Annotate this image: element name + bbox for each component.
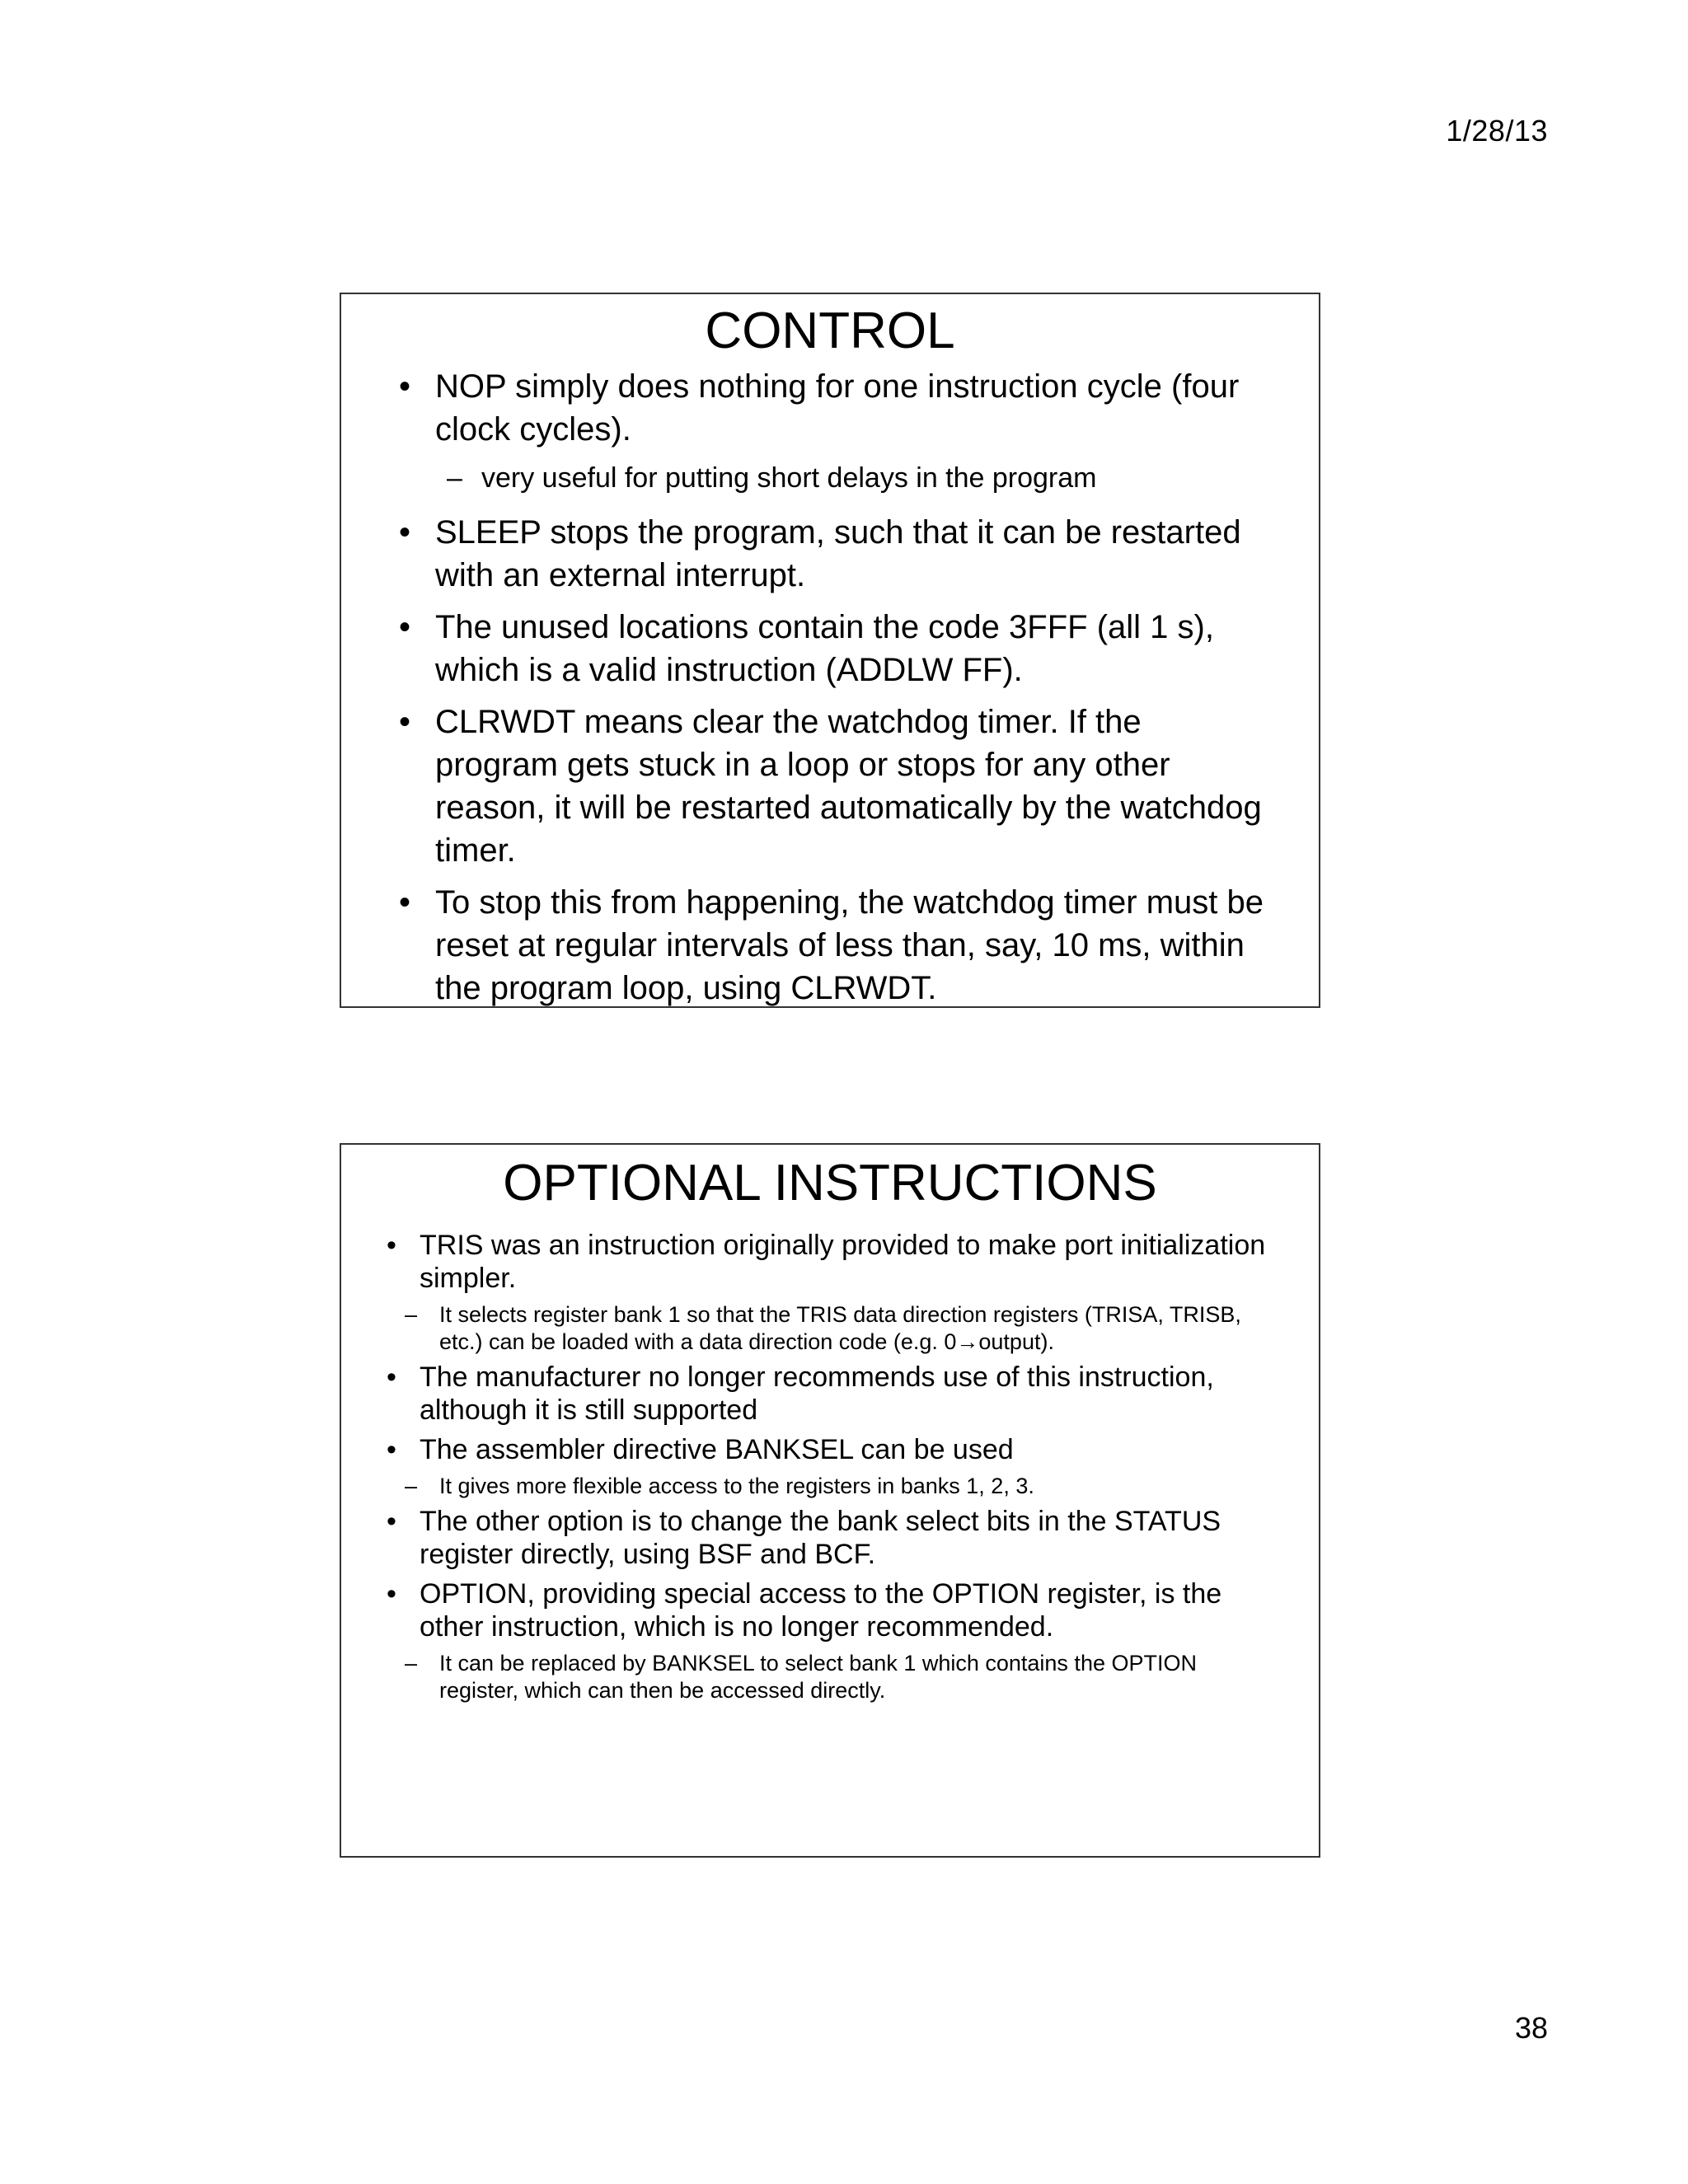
sub-bullet-text: It selects register bank 1 so that the TRIS data direction registers (TRISA, TRISB, etc.) can be loaded with a data direction code (e.g. 0→output). bbox=[439, 1302, 1241, 1354]
bullet-text: TRIS was an instruction originally provided to make port initialization simpler. bbox=[420, 1230, 1266, 1294]
bullet-text: SLEEP stops the program, such that it can be restarted with an external interrupt. bbox=[435, 514, 1241, 593]
bullet-list bbox=[341, 365, 1319, 1010]
bullet-item bbox=[399, 511, 1269, 597]
sub-bullet-item bbox=[405, 1301, 1269, 1356]
sub-bullet-list bbox=[387, 1650, 1269, 1704]
page-date: 1/28/13 bbox=[1446, 114, 1548, 148]
bullet-marker: • bbox=[387, 1506, 396, 1537]
sub-bullet-item bbox=[405, 1473, 1269, 1500]
bullet-text: The assembler directive BANKSEL can be used bbox=[420, 1434, 1014, 1465]
bullet-marker: • bbox=[387, 1434, 396, 1465]
bullet-text: The manufacturer no longer recommends use of this instruction, although it is still supported bbox=[420, 1361, 1214, 1426]
bullet-item bbox=[387, 1229, 1269, 1295]
sub-bullet-list bbox=[399, 460, 1269, 496]
sub-bullet-marker: – bbox=[405, 1651, 418, 1675]
slide-title: CONTROL bbox=[705, 302, 955, 359]
bullet-text: OPTION, providing special access to the OPTION register, is the other instruction, which is no longer recommended. bbox=[420, 1578, 1222, 1643]
sub-bullet-text: It gives more flexible access to the registers in banks 1, 2, 3. bbox=[439, 1474, 1034, 1498]
bullet-marker: • bbox=[399, 368, 411, 405]
bullet-text: The other option is to change the bank select bits in the STATUS register directly, using BSF and BCF. bbox=[420, 1506, 1221, 1570]
bullet-item bbox=[399, 701, 1269, 872]
bullet-marker: • bbox=[399, 884, 411, 921]
bullet-marker: • bbox=[399, 514, 411, 551]
sub-bullet-marker: – bbox=[405, 1302, 418, 1327]
page-number: 38 bbox=[1514, 2011, 1548, 2045]
slide-title: OPTIONAL INSTRUCTIONS bbox=[503, 1155, 1157, 1212]
sub-bullet-marker: – bbox=[447, 462, 462, 494]
bullet-item bbox=[387, 1505, 1269, 1571]
bullet-item bbox=[387, 1577, 1269, 1643]
bullet-marker: • bbox=[387, 1361, 396, 1393]
sub-bullet-item bbox=[447, 460, 1269, 496]
bullet-item bbox=[399, 881, 1269, 1010]
bullet-list bbox=[341, 1229, 1319, 1704]
sub-bullet-list bbox=[387, 1473, 1269, 1500]
bullet-marker: • bbox=[399, 704, 411, 740]
sub-bullet-marker: – bbox=[405, 1474, 418, 1498]
bullet-marker: • bbox=[387, 1230, 396, 1261]
bullet-item bbox=[399, 606, 1269, 691]
bullet-item bbox=[399, 365, 1269, 451]
bullet-text: CLRWDT means clear the watchdog timer. If the program gets stuck in a loop or stops for any other reason, it will be restarted automatically by the watchdog timer. bbox=[435, 704, 1262, 869]
sub-bullet-list bbox=[387, 1301, 1269, 1356]
sub-bullet-item bbox=[405, 1650, 1269, 1704]
bullet-item bbox=[387, 1433, 1269, 1466]
bullet-item bbox=[387, 1361, 1269, 1427]
slide-optional-instructions bbox=[340, 1143, 1320, 1858]
bullet-text: The unused locations contain the code 3FFF (all 1 s), which is a valid instruction (ADDLW FF). bbox=[435, 609, 1214, 688]
bullet-text: To stop this from happening, the watchdog timer must be reset at regular intervals of less than, say, 10 ms, within the program loop, using CLRWDT. bbox=[435, 884, 1264, 1006]
bullet-text: NOP simply does nothing for one instruction cycle (four clock cycles). bbox=[435, 368, 1240, 448]
sub-bullet-text: very useful for putting short delays in the program bbox=[481, 462, 1097, 494]
bullet-marker: • bbox=[399, 609, 411, 645]
slide-control bbox=[340, 293, 1320, 1008]
sub-bullet-text: It can be replaced by BANKSEL to select bank 1 which contains the OPTION register, which can then be accessed directly. bbox=[439, 1651, 1197, 1703]
bullet-marker: • bbox=[387, 1578, 396, 1610]
